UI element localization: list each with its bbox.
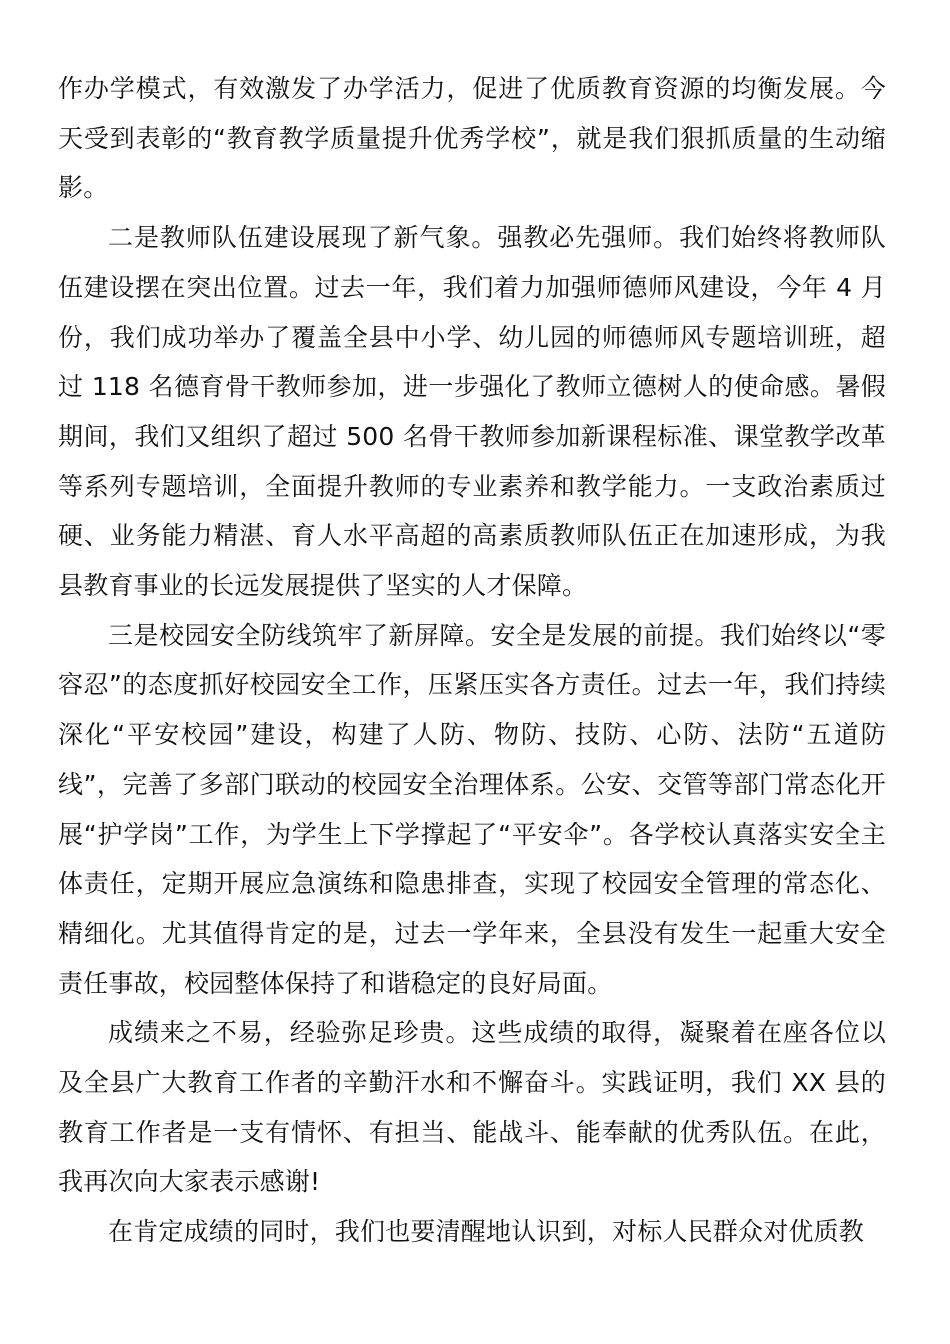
document-body <box>58 64 886 1257</box>
paragraph-5: 在肯定成绩的同时，我们也要清醒地认识到，对标人民群众对优质教 <box>108 1217 865 1247</box>
paragraph-2: 二是教师队伍建设展现了新气象。强教必先强师。我们始终将教师队伍建设摆在突出位置。过去一年，我们着力加强师德师风建设，今年 4 月份，我们成功举办了覆盖全县中小学、幼儿园的师德师风专题培训班，超过 118 名德育骨干教师参加，进一步强化了教师立德树人的使命感。暑假期间，我们又组织了超过 500 名骨干教师参加新课程标准、课堂教学改革等系列专题培训，全面提升教师的专业素养和教学能力。一支政治素质过硬、业务能力精湛、育人水平高超的高素质教师队伍正在加速形成，为我县教育事业的长远发展提供了坚实的人才保障。 <box>58 223 886 601</box>
paragraph-4: 成绩来之不易，经验弥足珍贵。这些成绩的取得，凝聚着在座各位以及全县广大教育工作者的辛勤汗水和不懈奋斗。实践证明，我们 XX 县的教育工作者是一支有情怀、有担当、能战斗、能奉献的优秀队伍。在此，我再次向大家表示感谢! <box>58 1018 886 1197</box>
paragraph-3: 三是校园安全防线筑牢了新屏障。安全是发展的前提。我们始终以“零容忍”的态度抓好校园安全工作，压紧压实各方责任。过去一年，我们持续深化“平安校园”建设，构建了人防、物防、技防、心防、法防“五道防线”，完善了多部门联动的校园安全治理体系。公安、交管等部门常态化开展“护学岗”工作，为学生上下学撑起了“平安伞”。各学校认真落实安全主体责任，定期开展应急演练和隐患排查，实现了校园安全管理的常态化、精细化。尤其值得肯定的是，过去一学年来，全县没有发生一起重大安全责任事故，校园整体保持了和谐稳定的良好局面。 <box>58 620 886 998</box>
paragraph-1: 作办学模式，有效激发了办学活力，促进了优质教育资源的均衡发展。今天受到表彰的“教育教学质量提升优秀学校”，就是我们狠抓质量的生动缩影。 <box>58 74 886 203</box>
